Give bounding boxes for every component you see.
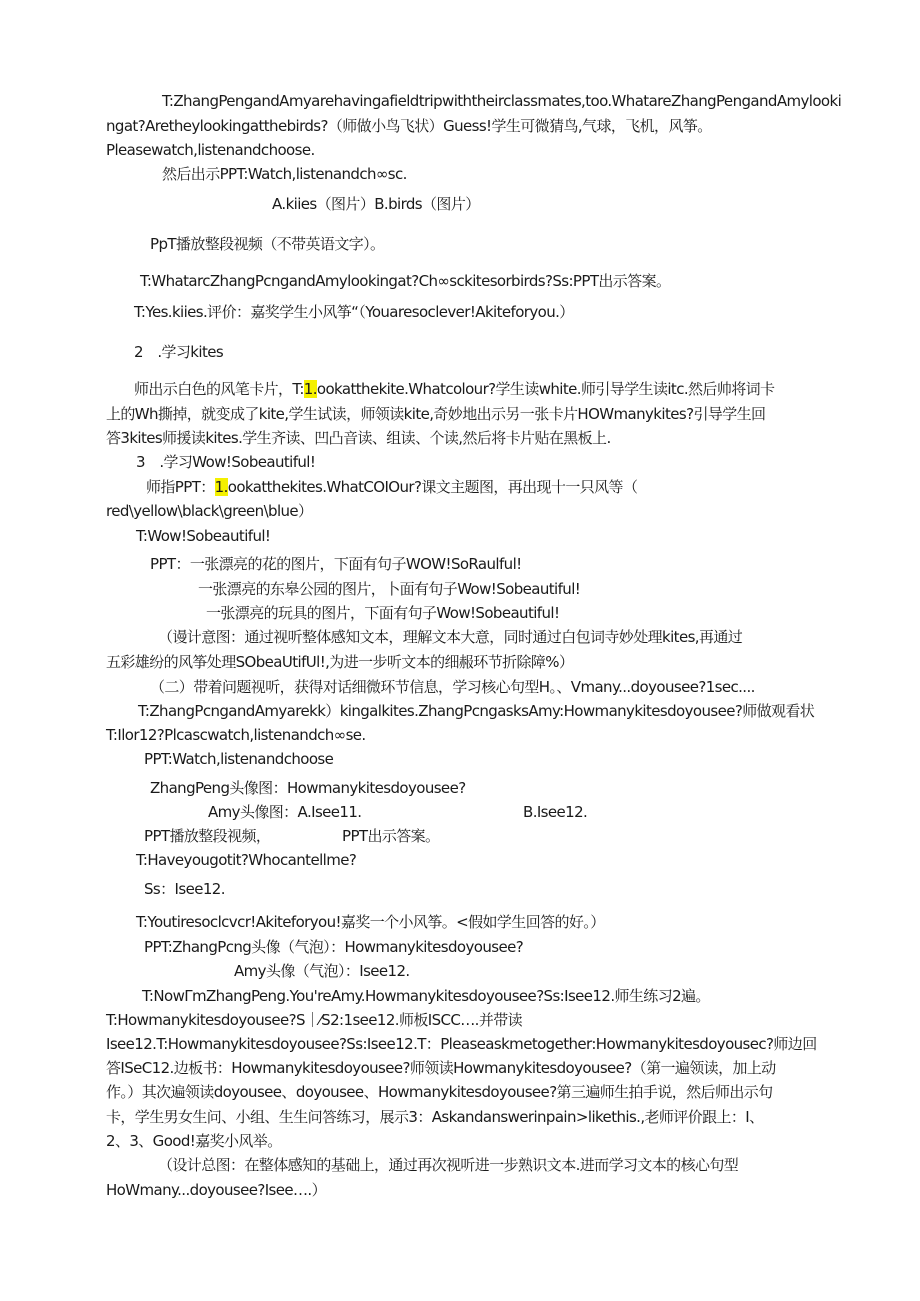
- text-line: Pleasewatch,listenandchoose.: [106, 141, 315, 159]
- text-line: Ss：Isee12.: [144, 880, 225, 898]
- text-line: T:ZhangPcngandAmyarekk）kingalkites.ZhangPcngasksAmy:Howmanykitesdoyousee?师做观看状: [138, 702, 815, 720]
- text-run: 师出示白色的风笔卡片，T:: [134, 380, 304, 398]
- text-line: PPT:ZhangPcng头像（气泡）：Howmanykitesdoyousee?: [144, 938, 524, 956]
- text-line: ngat?Aretheylookingatthebirds?（师做小鸟飞状）Guess!学生可微猜鸟,气球，飞机，风筝。: [106, 117, 712, 135]
- text-line: 答3kites师援读kites.学生齐读、凹凸音读、组读、个读,然后将卡片贴在黑板上.: [106, 429, 611, 447]
- text-run: ookatthekite.Whatcolour?学生读white.师引导学生读itc.然后帅将词卡: [316, 380, 775, 398]
- text-line: （设计总图：在整体感知的基础上，通过再次视听进一步熟识文本.进而学习文本的核心句型: [158, 1156, 739, 1174]
- text-run: 师指PPT：: [146, 478, 215, 496]
- text-line: 2、3、Good!嘉奖小风举。: [106, 1132, 282, 1150]
- text-line: [146, 477, 637, 497]
- text-line: 然后出示PPT:Watch,listenandch∞sc.: [162, 165, 407, 183]
- text-line: PPT：一张漂亮的花的图片，下面有句子WOW!SoRaulful!: [150, 555, 522, 573]
- text-line: T:Howmanykitesdoyousee?S｜⁄S2:1see12.师板ISCC….并带读: [106, 1011, 523, 1029]
- text-line: T:WhatarcZhangPcngandAmylookingat?Ch∞sckitesorbirds?Ss:PPT出示答案。: [140, 272, 671, 290]
- section-heading: 2 .学习kites: [134, 343, 224, 361]
- text-line: 一张漂亮的东皋公园的图片，卜面有句子Wow!Sobeautiful!: [198, 580, 581, 598]
- text-line: T:Ilor12?Plcascwatch,listenandch∞se.: [106, 726, 366, 744]
- section-heading: 3 .学习Wow!Sobeautiful!: [136, 453, 316, 471]
- text-line: PPT出示答案。: [342, 827, 440, 845]
- text-line: A.kiies（图片）B.birds（图片）: [272, 195, 480, 213]
- highlighted-number: 1.: [303, 380, 317, 398]
- text-line: [134, 379, 774, 399]
- text-line: Amy头像（气泡）：Isee12.: [234, 962, 410, 980]
- text-line: （谩计意图：通过视听整体感知文本，理解文本大意，同时通过白包词寺妙处理kites,再通过: [158, 628, 743, 646]
- text-line: 一张漂亮的玩具的图片，下面有句子Wow!Sobeautiful!: [206, 604, 560, 622]
- text-line: 五彩雄纷的风筝处理SObeaUtifUl!,为进一步听文本的细赧环节折除障%）: [106, 653, 574, 671]
- text-line: T:Yes.kiies.评价：嘉奖学生小风筝“（Youaresoclever!Akiteforyou.）: [134, 303, 574, 321]
- text-line: （二）带着问题视听，获得对话细微环节信息，学习核心句型H。、Vmany...doyousee?1sec....: [150, 678, 755, 696]
- text-line: HoWmany...doyousee?Isee….）: [106, 1181, 326, 1199]
- text-line: 卡，学生男女生问、小组、生生问答练习，展示3：Askandanswerinpain>likethis.,老师评价跟上：I、: [106, 1108, 764, 1126]
- text-line: T:NowΓmZhangPeng.You'reAmy.Howmanykitesdoyousee?Ss:Isee12.师生练习2遍。: [142, 987, 710, 1005]
- text-line: 答ISeC12.边板书：Howmanykitesdoyousee?师领读Howmanykitesdoyousee?（第一遍领读，加上动: [106, 1059, 776, 1077]
- text-line: T:Youtiresoclcvcr!Akiteforyou!嘉奖一个小风筝。<假如学生回答的好。）: [136, 913, 605, 931]
- text-line: Isee12.T:Howmanykitesdoyousee?Ss:Isee12.T：Pleaseaskmetogether:Howmanykitesdoyousec?师边回: [106, 1035, 817, 1053]
- text-line: PPT:Watch,listenandchoose: [144, 750, 334, 768]
- text-line: red\yellow\black\green\blue）: [106, 502, 313, 520]
- text-line: T:ZhangPengandAmyarehavingafieldtripwiththeirclassmates,too.WhatareZhangPengandAmylooki: [162, 92, 842, 110]
- text-line: T:Haveyougotit?Whocantellme?: [136, 851, 357, 869]
- text-run: ookatthekites.WhatCOIOur?课文主题图，再出现十一只风等（: [227, 478, 638, 496]
- text-line: 作。）其次遍领读doyousee、doyousee、Howmanykitesdoyousee?第三遍师生拍手说，然后师出示句: [106, 1083, 773, 1101]
- text-line: Amy头像图：A.Isee11.: [208, 803, 362, 821]
- highlighted-number: 1.: [214, 478, 228, 496]
- text-line: T:Wow!Sobeautiful!: [136, 527, 271, 545]
- text-line: PPT播放整段视频，: [144, 827, 271, 845]
- text-line: 上的Wh撕掉，就变成了kite,学生试读，师领读kite,奇妙地出示另一张卡片HOWmanykites?引导学生回: [106, 405, 766, 423]
- text-line: B.Isee12.: [523, 803, 588, 821]
- text-line: ZhangPeng头像图：Howmanykitesdoyousee?: [150, 779, 466, 797]
- text-line: PpT播放整段视频（不带英语文字）。: [150, 235, 385, 253]
